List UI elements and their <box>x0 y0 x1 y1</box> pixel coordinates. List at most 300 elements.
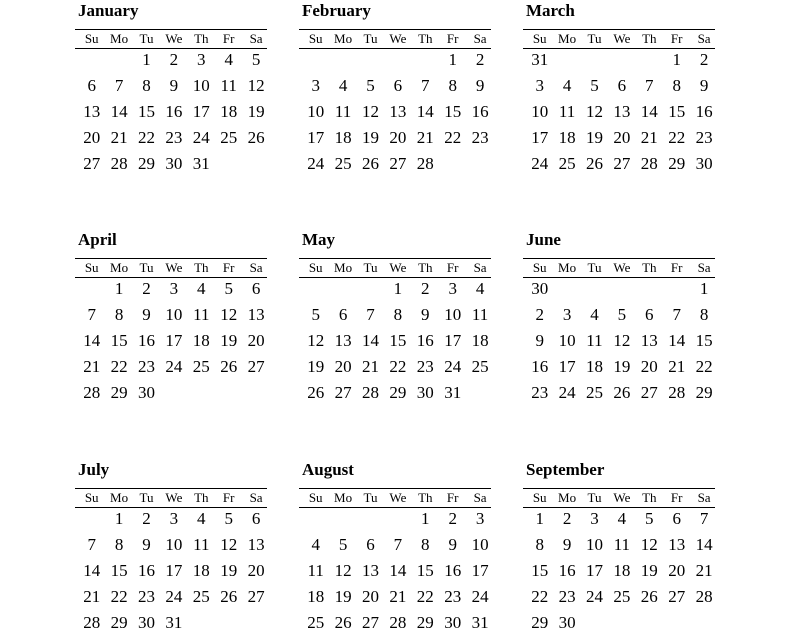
weekday-header <box>75 29 267 49</box>
day-cell: 25 <box>585 383 603 402</box>
day-cell: 1 <box>393 279 403 298</box>
day-cell: 8 <box>672 76 681 95</box>
weekday-label: Fr <box>222 31 235 46</box>
day-cell: 20 <box>334 357 352 376</box>
day-cell: 7 <box>421 76 430 95</box>
day-cell: 5 <box>645 509 654 528</box>
day-cell: 19 <box>307 357 325 376</box>
day-cell: 21 <box>83 587 101 606</box>
weekday-label: Tu <box>139 31 154 46</box>
day-cell: 16 <box>137 561 155 580</box>
month-title: April <box>78 230 117 249</box>
day-cell: 1 <box>114 279 124 298</box>
day-cell: 12 <box>361 102 379 121</box>
weekday-label: Fr <box>222 490 235 505</box>
day-cell: 28 <box>110 154 128 173</box>
day-cell: 23 <box>137 357 155 376</box>
day-cell: 16 <box>416 331 434 350</box>
day-cell: 29 <box>110 613 128 630</box>
day-cell: 30 <box>531 279 549 298</box>
day-cell: 31 <box>192 154 210 173</box>
day-cell: 31 <box>165 613 183 630</box>
weekday-label: We <box>613 490 631 505</box>
weekday-header <box>523 29 715 49</box>
day-cell: 23 <box>558 587 576 606</box>
day-cell: 1 <box>699 279 709 298</box>
weekday-label: Sa <box>697 490 711 505</box>
day-cell: 24 <box>558 383 576 402</box>
day-cell: 20 <box>668 561 686 580</box>
day-cell: 28 <box>416 154 434 173</box>
day-cell: 27 <box>640 383 658 402</box>
day-cell: 10 <box>471 535 489 554</box>
day-cell: 30 <box>444 613 462 630</box>
day-cell: 14 <box>361 331 379 350</box>
day-cell: 7 <box>699 509 709 528</box>
day-cell: 26 <box>307 383 325 402</box>
day-cell: 19 <box>247 102 265 121</box>
month-title: March <box>526 1 575 20</box>
day-cell: 14 <box>668 331 686 350</box>
month-title: July <box>78 460 110 479</box>
day-cell: 16 <box>558 561 576 580</box>
month-title: February <box>302 1 371 20</box>
day-cell: 6 <box>645 305 654 324</box>
day-cell: 15 <box>444 102 462 121</box>
day-cell: 20 <box>613 128 631 147</box>
weekday-label: Tu <box>139 490 154 505</box>
day-cell: 23 <box>531 383 549 402</box>
weekday-label: Mo <box>110 31 129 46</box>
weekday-label: Su <box>84 490 99 505</box>
weekday-label: Th <box>418 490 433 505</box>
day-cell: 21 <box>110 128 128 147</box>
day-cell: 3 <box>535 76 544 95</box>
day-cell: 18 <box>558 128 576 147</box>
day-cell: 23 <box>471 128 489 147</box>
day-cell: 8 <box>114 535 124 554</box>
day-cell: 23 <box>165 128 183 147</box>
weekday-label: Su <box>532 260 547 275</box>
day-cell: 17 <box>444 331 462 350</box>
day-cell: 13 <box>640 331 658 350</box>
day-cell: 2 <box>535 305 544 324</box>
day-cell: 26 <box>220 587 238 606</box>
day-cell: 17 <box>471 561 489 580</box>
weekday-label: Fr <box>446 31 459 46</box>
day-cell: 15 <box>137 102 155 121</box>
day-cell: 10 <box>558 331 576 350</box>
day-cell: 26 <box>361 154 379 173</box>
day-cell: 25 <box>334 154 352 173</box>
day-cell: 4 <box>224 50 233 69</box>
day-cell: 24 <box>531 154 549 173</box>
day-cell: 22 <box>695 357 713 376</box>
day-cell: 17 <box>192 102 210 121</box>
day-cell: 8 <box>393 305 403 324</box>
day-cell: 20 <box>83 128 101 147</box>
day-cell: 7 <box>393 535 403 554</box>
day-cell: 25 <box>558 154 576 173</box>
day-cell: 4 <box>590 305 599 324</box>
weekday-label: Mo <box>558 490 577 505</box>
day-cell: 6 <box>617 76 627 95</box>
day-cell: 18 <box>585 357 603 376</box>
day-cell: 13 <box>334 331 352 350</box>
day-cell: 10 <box>307 102 325 121</box>
day-cell: 20 <box>361 587 379 606</box>
day-cell: 24 <box>165 357 183 376</box>
weekday-label: We <box>165 31 183 46</box>
day-cell: 10 <box>585 535 603 554</box>
day-cell: 6 <box>366 535 375 554</box>
day-cell: 11 <box>558 102 576 121</box>
day-cell: 5 <box>366 76 375 95</box>
day-cell: 16 <box>471 102 489 121</box>
day-cell: 13 <box>247 535 265 554</box>
day-cell: 15 <box>695 331 713 350</box>
day-cell: 4 <box>338 76 348 95</box>
day-cell: 26 <box>334 613 352 630</box>
day-cell: 13 <box>613 102 631 121</box>
day-cell: 23 <box>137 587 155 606</box>
day-cell: 28 <box>389 613 407 630</box>
day-cell: 9 <box>448 535 457 554</box>
day-cell: 8 <box>699 305 709 324</box>
day-cell: 2 <box>169 50 179 69</box>
day-cell: 8 <box>421 535 430 554</box>
weekday-label: Tu <box>363 260 378 275</box>
day-cell: 16 <box>531 357 549 376</box>
day-cell: 11 <box>334 102 352 121</box>
day-cell: 22 <box>389 357 407 376</box>
weekday-label: We <box>165 490 183 505</box>
day-cell: 15 <box>110 331 128 350</box>
day-cell: 30 <box>137 613 155 630</box>
day-cell: 20 <box>247 331 265 350</box>
day-cell: 3 <box>169 279 179 298</box>
weekday-header <box>75 258 267 278</box>
weekday-label: We <box>389 490 407 505</box>
day-cell: 31 <box>471 613 489 630</box>
day-cell: 6 <box>251 509 261 528</box>
month-title: January <box>78 1 139 20</box>
day-cell: 19 <box>640 561 658 580</box>
weekday-label: Th <box>642 260 657 275</box>
weekday-label: Su <box>532 31 547 46</box>
day-cell: 20 <box>389 128 407 147</box>
weekday-label: Sa <box>473 490 487 505</box>
day-cell: 4 <box>562 76 572 95</box>
day-cell: 9 <box>699 76 709 95</box>
day-cell: 8 <box>142 76 151 95</box>
weekday-label: We <box>389 31 407 46</box>
day-cell: 23 <box>695 128 713 147</box>
month-title: August <box>302 460 354 479</box>
day-cell: 12 <box>585 102 603 121</box>
weekday-label: We <box>613 31 631 46</box>
weekday-label: Sa <box>697 31 711 46</box>
day-cell: 17 <box>531 128 549 147</box>
month-title: September <box>526 460 605 479</box>
day-cell: 22 <box>531 587 549 606</box>
day-cell: 21 <box>640 128 658 147</box>
weekday-label: Fr <box>670 260 683 275</box>
day-cell: 18 <box>307 587 325 606</box>
day-cell: 8 <box>535 535 544 554</box>
weekday-label: Mo <box>110 490 129 505</box>
weekday-label: Sa <box>249 490 263 505</box>
day-cell: 4 <box>475 279 485 298</box>
day-cell: 3 <box>197 50 206 69</box>
day-cell: 12 <box>220 305 238 324</box>
day-cell: 5 <box>338 535 348 554</box>
weekday-label: Su <box>84 260 99 275</box>
day-cell: 7 <box>114 76 124 95</box>
day-cell: 16 <box>165 102 183 121</box>
day-cell: 5 <box>617 305 627 324</box>
day-cell: 10 <box>444 305 462 324</box>
day-cell: 1 <box>672 50 681 69</box>
day-cell: 1 <box>421 509 430 528</box>
day-cell: 28 <box>83 383 101 402</box>
weekday-label: Fr <box>446 490 459 505</box>
day-cell: 26 <box>640 587 658 606</box>
day-cell: 18 <box>192 561 210 580</box>
day-cell: 21 <box>416 128 434 147</box>
day-cell: 2 <box>421 279 430 298</box>
day-cell: 9 <box>421 305 430 324</box>
weekday-label: Su <box>308 31 323 46</box>
day-cell: 14 <box>416 102 434 121</box>
day-cell: 27 <box>334 383 352 402</box>
weekday-label: Th <box>642 490 657 505</box>
day-cell: 17 <box>585 561 603 580</box>
day-cell: 29 <box>416 613 434 630</box>
day-cell: 7 <box>645 76 654 95</box>
weekday-label: We <box>613 260 631 275</box>
day-cell: 29 <box>668 154 686 173</box>
day-cell: 24 <box>165 587 183 606</box>
day-cell: 1 <box>114 509 124 528</box>
day-cell: 7 <box>366 305 375 324</box>
day-cell: 14 <box>695 535 713 554</box>
day-cell: 29 <box>695 383 713 402</box>
day-cell: 19 <box>220 561 238 580</box>
day-cell: 10 <box>192 76 210 95</box>
weekday-label: Mo <box>334 490 353 505</box>
day-cell: 21 <box>668 357 686 376</box>
weekday-label: Fr <box>222 260 235 275</box>
day-cell: 13 <box>361 561 379 580</box>
day-cell: 11 <box>220 76 237 95</box>
weekday-header <box>75 488 267 508</box>
day-cell: 25 <box>220 128 238 147</box>
day-cell: 6 <box>251 279 261 298</box>
weekday-label: Sa <box>249 31 263 46</box>
day-cell: 2 <box>142 509 151 528</box>
day-cell: 24 <box>444 357 462 376</box>
day-cell: 22 <box>137 128 155 147</box>
weekday-label: Mo <box>110 260 129 275</box>
day-cell: 19 <box>334 587 352 606</box>
day-cell: 25 <box>192 587 210 606</box>
day-cell: 3 <box>169 509 179 528</box>
day-cell: 24 <box>307 154 325 173</box>
day-cell: 1 <box>142 50 151 69</box>
day-cell: 3 <box>590 509 599 528</box>
day-cell: 17 <box>558 357 576 376</box>
weekday-label: Th <box>418 31 433 46</box>
day-cell: 5 <box>251 50 261 69</box>
day-cell: 15 <box>389 331 407 350</box>
day-cell: 24 <box>585 587 603 606</box>
day-cell: 22 <box>668 128 686 147</box>
day-cell: 5 <box>311 305 320 324</box>
weekday-label: Mo <box>334 260 353 275</box>
day-cell: 25 <box>471 357 489 376</box>
day-cell: 14 <box>110 102 128 121</box>
day-cell: 22 <box>110 587 128 606</box>
day-cell: 14 <box>640 102 658 121</box>
day-cell: 2 <box>562 509 572 528</box>
weekday-label: Tu <box>587 490 602 505</box>
weekday-label: Tu <box>363 490 378 505</box>
day-cell: 14 <box>83 561 101 580</box>
weekday-label: Fr <box>670 31 683 46</box>
weekday-label: Th <box>194 260 209 275</box>
day-cell: 3 <box>475 509 485 528</box>
day-cell: 23 <box>416 357 434 376</box>
day-cell: 19 <box>585 128 603 147</box>
day-cell: 9 <box>562 535 572 554</box>
weekday-label: Th <box>194 31 209 46</box>
day-cell: 20 <box>640 357 658 376</box>
day-cell: 28 <box>668 383 686 402</box>
weekday-label: Sa <box>473 31 487 46</box>
day-cell: 29 <box>137 154 155 173</box>
weekday-label: Mo <box>558 260 577 275</box>
weekday-label: Su <box>308 260 323 275</box>
day-cell: 12 <box>334 561 352 580</box>
day-cell: 30 <box>165 154 183 173</box>
day-cell: 30 <box>558 613 576 630</box>
day-cell: 6 <box>338 305 348 324</box>
day-cell: 24 <box>471 587 489 606</box>
weekday-label: Tu <box>587 260 602 275</box>
day-cell: 26 <box>220 357 238 376</box>
day-cell: 17 <box>165 561 183 580</box>
day-cell: 15 <box>531 561 549 580</box>
day-cell: 13 <box>389 102 407 121</box>
day-cell: 29 <box>531 613 549 630</box>
day-cell: 6 <box>393 76 403 95</box>
day-cell: 15 <box>110 561 128 580</box>
day-cell: 12 <box>247 76 265 95</box>
day-cell: 17 <box>307 128 325 147</box>
day-cell: 2 <box>699 50 709 69</box>
day-cell: 11 <box>586 331 603 350</box>
day-cell: 18 <box>192 331 210 350</box>
weekday-label: Su <box>308 490 323 505</box>
day-cell: 30 <box>416 383 434 402</box>
day-cell: 29 <box>389 383 407 402</box>
day-cell: 14 <box>389 561 407 580</box>
day-cell: 4 <box>617 509 627 528</box>
day-cell: 27 <box>247 587 265 606</box>
day-cell: 30 <box>137 383 155 402</box>
day-cell: 2 <box>448 509 457 528</box>
day-cell: 9 <box>142 305 151 324</box>
day-cell: 15 <box>668 102 686 121</box>
day-cell: 11 <box>613 535 631 554</box>
weekday-label: Mo <box>334 31 353 46</box>
day-cell: 27 <box>668 587 686 606</box>
day-cell: 27 <box>247 357 265 376</box>
day-cell: 9 <box>169 76 179 95</box>
weekday-label: We <box>389 260 407 275</box>
month-title: June <box>526 230 561 249</box>
day-cell: 26 <box>613 383 631 402</box>
day-cell: 27 <box>613 154 631 173</box>
weekday-label: Sa <box>473 260 487 275</box>
day-cell: 19 <box>220 331 238 350</box>
day-cell: 9 <box>142 535 151 554</box>
day-cell: 20 <box>247 561 265 580</box>
day-cell: 21 <box>361 357 379 376</box>
weekday-header <box>299 29 491 49</box>
weekday-label: Sa <box>697 260 711 275</box>
day-cell: 25 <box>307 613 325 630</box>
day-cell: 15 <box>416 561 434 580</box>
day-cell: 12 <box>640 535 658 554</box>
day-cell: 26 <box>247 128 265 147</box>
weekday-label: Th <box>194 490 209 505</box>
day-cell: 21 <box>695 561 713 580</box>
day-cell: 25 <box>613 587 631 606</box>
day-cell: 22 <box>110 357 128 376</box>
day-cell: 16 <box>137 331 155 350</box>
day-cell: 3 <box>562 305 572 324</box>
day-cell: 5 <box>224 509 233 528</box>
weekday-label: Fr <box>670 490 683 505</box>
weekday-label: Su <box>532 490 547 505</box>
day-cell: 2 <box>142 279 151 298</box>
day-cell: 18 <box>334 128 352 147</box>
day-cell: 4 <box>197 509 206 528</box>
day-cell: 17 <box>165 331 183 350</box>
day-cell: 24 <box>192 128 210 147</box>
day-cell: 28 <box>361 383 379 402</box>
day-cell: 7 <box>87 305 96 324</box>
weekday-label: Tu <box>363 31 378 46</box>
day-cell: 7 <box>672 305 681 324</box>
day-cell: 19 <box>613 357 631 376</box>
day-cell: 10 <box>165 535 183 554</box>
day-cell: 11 <box>193 305 210 324</box>
weekday-header <box>523 258 715 278</box>
day-cell: 27 <box>83 154 101 173</box>
day-cell: 12 <box>613 331 631 350</box>
day-cell: 6 <box>672 509 681 528</box>
weekday-label: Su <box>84 31 99 46</box>
day-cell: 31 <box>444 383 462 402</box>
day-cell: 19 <box>361 128 379 147</box>
day-cell: 22 <box>444 128 462 147</box>
day-cell: 28 <box>640 154 658 173</box>
day-cell: 28 <box>83 613 101 630</box>
day-cell: 16 <box>695 102 713 121</box>
